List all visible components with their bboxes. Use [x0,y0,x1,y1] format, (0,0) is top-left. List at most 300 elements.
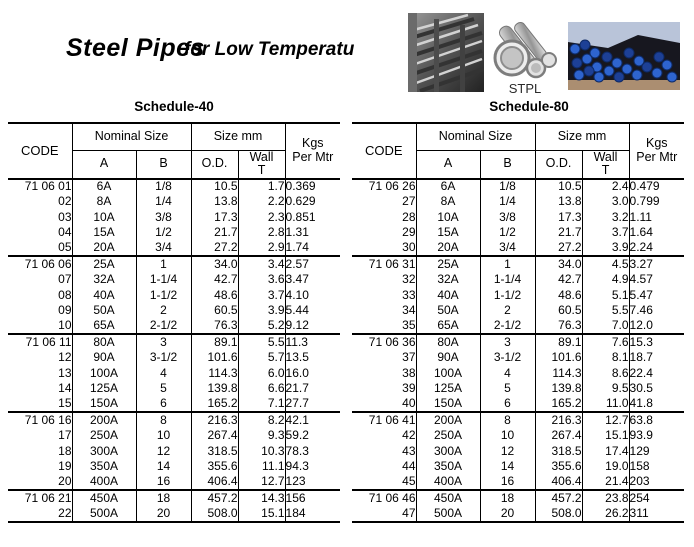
pipe-row [8,366,340,382]
cell-kgs-per-mtr: 1.74 [285,241,340,257]
cell-od: 21.7 [191,225,238,241]
pipe-row [8,428,340,444]
cell-od: 89.1 [191,334,238,350]
cell-nominal-a: 8A [416,194,480,210]
pipe-bundle-image [492,18,558,82]
cell-code: 38 [402,365,416,380]
pipe-row [352,210,684,226]
pipe-size-group [352,256,684,334]
cell-od: 457.2 [535,490,582,506]
cell-code: 71 06 11 [25,334,72,349]
cell-kgs-per-mtr: 2.57 [285,256,340,272]
pipe-row [352,444,684,460]
cell-nominal-a: 300A [72,444,136,460]
pipe-size-group [8,412,340,490]
cell-od: 267.4 [191,428,238,444]
pipe-row [352,334,684,350]
cell-nominal-a: 80A [416,334,480,350]
cell-wall-t: 7.1 [238,397,285,413]
cell-wall-t: 8.1 [582,350,629,366]
cell-wall-t: 3.2 [582,210,629,226]
schedule-40-label: Schedule-40 [134,99,214,114]
cell-nominal-a: 200A [72,412,136,428]
cell-nominal-a: 25A [416,256,480,272]
cell-wall-t: 2.2 [238,194,285,210]
cell-code: 47 [402,505,416,520]
cell-kgs-per-mtr: 254 [629,490,684,506]
blue-pipes-photo [568,22,680,90]
cell-wall-t: 15.1 [238,506,285,522]
cell-nominal-b: 1-1/2 [136,288,191,304]
cell-nominal-b: 3/4 [480,241,535,257]
cell-wall-t: 4.9 [582,272,629,288]
cell-nominal-a: 250A [72,428,136,444]
cell-kgs-per-mtr: 4.57 [629,272,684,288]
cell-kgs-per-mtr: 13.5 [285,350,340,366]
cell-nominal-b: 1-1/2 [480,288,535,304]
col-header-kgs-per-mtr: Kgs Per Mtr [629,123,684,179]
cell-kgs-per-mtr: 78.3 [285,444,340,460]
pipe-row [352,319,684,335]
cell-wall-t: 3.4 [238,256,285,272]
cell-nominal-b: 4 [480,366,535,382]
pipe-row [352,225,684,241]
pipe-row [352,241,684,257]
cell-kgs-per-mtr: 4.10 [285,288,340,304]
cell-wall-t: 9.5 [582,381,629,397]
cell-od: 13.8 [191,194,238,210]
table-header [8,123,340,179]
cell-od: 139.8 [191,381,238,397]
cell-code: 28 [402,209,416,224]
pipe-row [352,272,684,288]
cell-kgs-per-mtr: 203 [629,475,684,491]
cell-nominal-a: 400A [416,475,480,491]
cell-kgs-per-mtr: 158 [629,459,684,475]
cell-nominal-b: 3 [136,334,191,350]
cell-nominal-a: 150A [416,397,480,413]
cell-nominal-a: 125A [72,381,136,397]
pipe-size-group [8,256,340,334]
cell-code: 32 [402,272,416,287]
cell-od: 10.5 [535,179,582,195]
pipe-row [8,241,340,257]
pipe-row [352,179,684,195]
cell-od: 139.8 [535,381,582,397]
cell-od: 42.7 [191,272,238,288]
cell-kgs-per-mtr: 22.4 [629,366,684,382]
cell-nominal-a: 65A [72,319,136,335]
cell-nominal-b: 1/8 [480,179,535,195]
col-header-a: A [72,150,136,179]
pipe-size-group [8,334,340,412]
cell-kgs-per-mtr: 311 [629,506,684,522]
cell-nominal-a: 25A [72,256,136,272]
cell-kgs-per-mtr: 94.3 [285,459,340,475]
cell-kgs-per-mtr: 21.7 [285,381,340,397]
cell-wall-t: 3.9 [582,241,629,257]
cell-code: 27 [402,194,416,209]
cell-wall-t: 3.6 [238,272,285,288]
cell-kgs-per-mtr: 11.3 [285,334,340,350]
cell-code: 71 06 36 [368,334,416,349]
cell-kgs-per-mtr: 30.5 [629,381,684,397]
cell-wall-t: 15.1 [582,428,629,444]
cell-code: 13 [58,365,72,380]
cell-nominal-b: 2 [480,303,535,319]
cell-nominal-a: 8A [72,194,136,210]
pipe-size-group [8,490,340,521]
cell-wall-t: 2.3 [238,210,285,226]
cell-kgs-per-mtr: 2.24 [629,241,684,257]
cell-nominal-b: 14 [136,459,191,475]
col-header-code: CODE [20,143,59,158]
cell-kgs-per-mtr: 0.479 [629,179,684,195]
cell-code: 71 06 21 [24,490,72,505]
cell-nominal-a: 450A [72,490,136,506]
cell-nominal-b: 16 [480,475,535,491]
cell-code: 18 [58,443,72,458]
cell-code: 71 06 31 [368,257,416,272]
cell-code: 05 [58,240,72,255]
cell-kgs-per-mtr: 93.9 [629,428,684,444]
cell-nominal-a: 32A [416,272,480,288]
cell-nominal-a: 450A [416,490,480,506]
cell-nominal-a: 6A [72,179,136,195]
cell-nominal-b: 1/2 [136,225,191,241]
cell-wall-t: 5.5 [238,334,285,350]
pipe-row [8,459,340,475]
cell-code: 42 [402,428,416,443]
pipe-row [352,303,684,319]
pipe-row [352,366,684,382]
cell-wall-t: 26.2 [582,506,629,522]
stacked-pipes-photo [408,13,484,92]
col-header-od: O.D. [191,150,238,179]
col-header-size-mm: Size mm [535,123,629,150]
pipe-size-group [352,334,684,412]
cell-wall-t: 3.0 [582,194,629,210]
cell-kgs-per-mtr: 5.47 [629,288,684,304]
cell-nominal-b: 1 [480,256,535,272]
cell-od: 114.3 [535,366,582,382]
cell-code: 10 [58,318,72,333]
cell-wall-t: 3.7 [582,225,629,241]
cell-nominal-a: 65A [416,319,480,335]
cell-nominal-b: 2-1/2 [480,319,535,335]
cell-wall-t: 5.2 [238,319,285,335]
cell-od: 267.4 [535,428,582,444]
cell-nominal-a: 10A [416,210,480,226]
cell-kgs-per-mtr: 16.0 [285,366,340,382]
pipe-spec-table [8,122,340,523]
pipe-row [352,412,684,428]
cell-kgs-per-mtr: 123 [285,475,340,491]
cell-nominal-b: 10 [480,428,535,444]
pipe-row [8,256,340,272]
cell-nominal-a: 15A [416,225,480,241]
pipe-spec-table [352,122,684,523]
pipe-row [8,225,340,241]
schedule-80-label: Schedule-80 [489,99,569,114]
blue-pipes-image [568,22,680,90]
cell-kgs-per-mtr: 5.44 [285,303,340,319]
cell-wall-t: 4.5 [582,256,629,272]
cell-nominal-a: 50A [416,303,480,319]
cell-od: 21.7 [535,225,582,241]
cell-code: 12 [58,350,72,365]
cell-od: 165.2 [535,397,582,413]
cell-kgs-per-mtr: 63.8 [629,412,684,428]
cell-code: 37 [402,350,416,365]
cell-nominal-b: 8 [136,412,191,428]
cell-od: 13.8 [535,194,582,210]
cell-kgs-per-mtr: 129 [629,444,684,460]
pipe-row [352,490,684,506]
pipe-row [352,397,684,413]
col-header-b: B [480,150,535,179]
col-header-code: CODE [364,143,403,158]
cell-wall-t: 2.4 [582,179,629,195]
cell-code: 71 06 46 [368,490,416,505]
cell-nominal-a: 200A [416,412,480,428]
cell-kgs-per-mtr: 1.31 [285,225,340,241]
cell-kgs-per-mtr: 0.851 [285,210,340,226]
cell-wall-t: 7.0 [582,319,629,335]
table-header [352,123,684,179]
cell-nominal-a: 40A [72,288,136,304]
cell-wall-t: 10.3 [238,444,285,460]
cell-nominal-b: 3/8 [136,210,191,226]
col-header-wall-t: Wall T [238,150,285,179]
cell-od: 406.4 [191,475,238,491]
cell-code: 71 06 01 [24,179,72,194]
cell-kgs-per-mtr: 0.369 [285,179,340,195]
cell-nominal-b: 18 [480,490,535,506]
pipe-size-group [352,412,684,490]
cell-nominal-b: 20 [480,506,535,522]
cell-code: 43 [402,443,416,458]
cell-od: 406.4 [535,475,582,491]
pipe-row [8,288,340,304]
cell-wall-t: 6.0 [238,366,285,382]
cell-wall-t: 17.4 [582,444,629,460]
photo-caption-stpl: STPL [508,81,542,96]
cell-od: 114.3 [191,366,238,382]
cell-nominal-b: 6 [480,397,535,413]
cell-nominal-b: 12 [136,444,191,460]
cell-nominal-b: 18 [136,490,191,506]
cell-od: 76.3 [535,319,582,335]
cell-nominal-b: 5 [136,381,191,397]
cell-od: 355.6 [191,459,238,475]
cell-wall-t: 5.5 [582,303,629,319]
pipe-row [352,428,684,444]
cell-code: 34 [402,303,416,318]
cell-wall-t: 3.9 [238,303,285,319]
cell-nominal-b: 3/8 [480,210,535,226]
pipe-row [8,179,340,195]
cell-nominal-b: 3/4 [136,241,191,257]
cell-od: 216.3 [191,412,238,428]
cell-code: 09 [58,303,72,318]
pipe-row [8,334,340,350]
pipe-size-group [352,179,684,257]
cell-od: 34.0 [191,256,238,272]
schedule-80-table-container [352,122,684,523]
cell-code: 71 06 26 [368,179,416,194]
cell-wall-t: 5.1 [582,288,629,304]
cell-nominal-a: 20A [72,241,136,257]
cell-kgs-per-mtr: 1.64 [629,225,684,241]
pipe-row [352,350,684,366]
cell-wall-t: 12.7 [582,412,629,428]
pipe-row [8,210,340,226]
cell-nominal-a: 150A [72,397,136,413]
cell-nominal-b: 4 [136,366,191,382]
cell-code: 35 [402,318,416,333]
cell-code: 44 [402,459,416,474]
cell-od: 17.3 [191,210,238,226]
pipe-size-group [352,490,684,521]
cell-nominal-b: 1 [136,256,191,272]
cell-kgs-per-mtr: 156 [285,490,340,506]
cell-nominal-b: 1/4 [136,194,191,210]
cell-nominal-b: 3-1/2 [480,350,535,366]
cell-nominal-a: 300A [416,444,480,460]
cell-od: 48.6 [535,288,582,304]
cell-nominal-a: 500A [72,506,136,522]
cell-nominal-b: 3-1/2 [136,350,191,366]
cell-code: 19 [58,459,72,474]
pipe-row [8,303,340,319]
cell-nominal-a: 125A [416,381,480,397]
cell-wall-t: 8.6 [582,366,629,382]
schedule-40-table-container [8,122,340,523]
cell-od: 508.0 [191,506,238,522]
cell-nominal-b: 5 [480,381,535,397]
cell-kgs-per-mtr: 184 [285,506,340,522]
cell-wall-t: 7.6 [582,334,629,350]
cell-wall-t: 8.2 [238,412,285,428]
stacked-pipes-image [408,13,484,92]
cell-code: 30 [402,240,416,255]
cell-wall-t: 23.8 [582,490,629,506]
cell-od: 48.6 [191,288,238,304]
pipe-row [352,506,684,522]
pipe-row [352,256,684,272]
pipe-row [8,319,340,335]
pipe-row [352,381,684,397]
pipe-row [8,381,340,397]
pipe-row [8,412,340,428]
cell-od: 457.2 [191,490,238,506]
cell-od: 89.1 [535,334,582,350]
col-header-a: A [416,150,480,179]
pipe-row [352,194,684,210]
cell-code: 71 06 16 [24,412,72,427]
cell-kgs-per-mtr: 3.27 [629,256,684,272]
cell-wall-t: 14.3 [238,490,285,506]
pipe-row [8,272,340,288]
cell-nominal-b: 16 [136,475,191,491]
pipe-row [8,350,340,366]
cell-wall-t: 12.7 [238,475,285,491]
cell-kgs-per-mtr: 27.7 [285,397,340,413]
cell-nominal-b: 1/8 [136,179,191,195]
cell-code: 04 [58,225,72,240]
cell-code: 02 [58,194,72,209]
cell-nominal-b: 1-1/4 [480,272,535,288]
cell-kgs-per-mtr: 42.1 [285,412,340,428]
cell-od: 318.5 [191,444,238,460]
cell-od: 60.5 [191,303,238,319]
cell-od: 27.2 [535,241,582,257]
cell-nominal-a: 350A [72,459,136,475]
cell-nominal-b: 1/2 [480,225,535,241]
cell-od: 318.5 [535,444,582,460]
cell-nominal-a: 20A [416,241,480,257]
cell-od: 42.7 [535,272,582,288]
cell-od: 101.6 [191,350,238,366]
col-header-b: B [136,150,191,179]
cell-nominal-a: 50A [72,303,136,319]
cell-od: 216.3 [535,412,582,428]
cell-nominal-b: 14 [480,459,535,475]
cell-od: 508.0 [535,506,582,522]
cell-nominal-a: 32A [72,272,136,288]
cell-nominal-a: 350A [416,459,480,475]
cell-code: 39 [402,381,416,396]
col-header-size-mm: Size mm [191,123,285,150]
cell-nominal-a: 100A [72,366,136,382]
cell-code: 45 [402,474,416,489]
page-title: Steel Pipes [66,34,205,62]
cell-kgs-per-mtr: 9.12 [285,319,340,335]
cell-nominal-a: 10A [72,210,136,226]
cell-wall-t: 21.4 [582,475,629,491]
cell-nominal-a: 100A [416,366,480,382]
cell-nominal-a: 40A [416,288,480,304]
cell-od: 76.3 [191,319,238,335]
cell-nominal-a: 250A [416,428,480,444]
cell-nominal-b: 3 [480,334,535,350]
cell-od: 60.5 [535,303,582,319]
cell-od: 355.6 [535,459,582,475]
cell-wall-t: 19.0 [582,459,629,475]
cell-od: 17.3 [535,210,582,226]
cell-wall-t: 11.1 [238,459,285,475]
cell-wall-t: 5.7 [238,350,285,366]
pipe-size-group [8,179,340,257]
cell-code: 29 [402,225,416,240]
cell-nominal-b: 8 [480,412,535,428]
cell-kgs-per-mtr: 3.47 [285,272,340,288]
pipe-bundle-photo [492,18,558,82]
col-header-nominal-size: Nominal Size [416,123,535,150]
pipe-row [8,444,340,460]
cell-nominal-a: 15A [72,225,136,241]
cell-nominal-a: 400A [72,475,136,491]
pipe-row [8,194,340,210]
pipe-row [352,288,684,304]
cell-nominal-b: 10 [136,428,191,444]
cell-kgs-per-mtr: 18.7 [629,350,684,366]
cell-kgs-per-mtr: 59.2 [285,428,340,444]
cell-nominal-b: 2 [136,303,191,319]
pipe-row [352,475,684,491]
cell-wall-t: 9.3 [238,428,285,444]
